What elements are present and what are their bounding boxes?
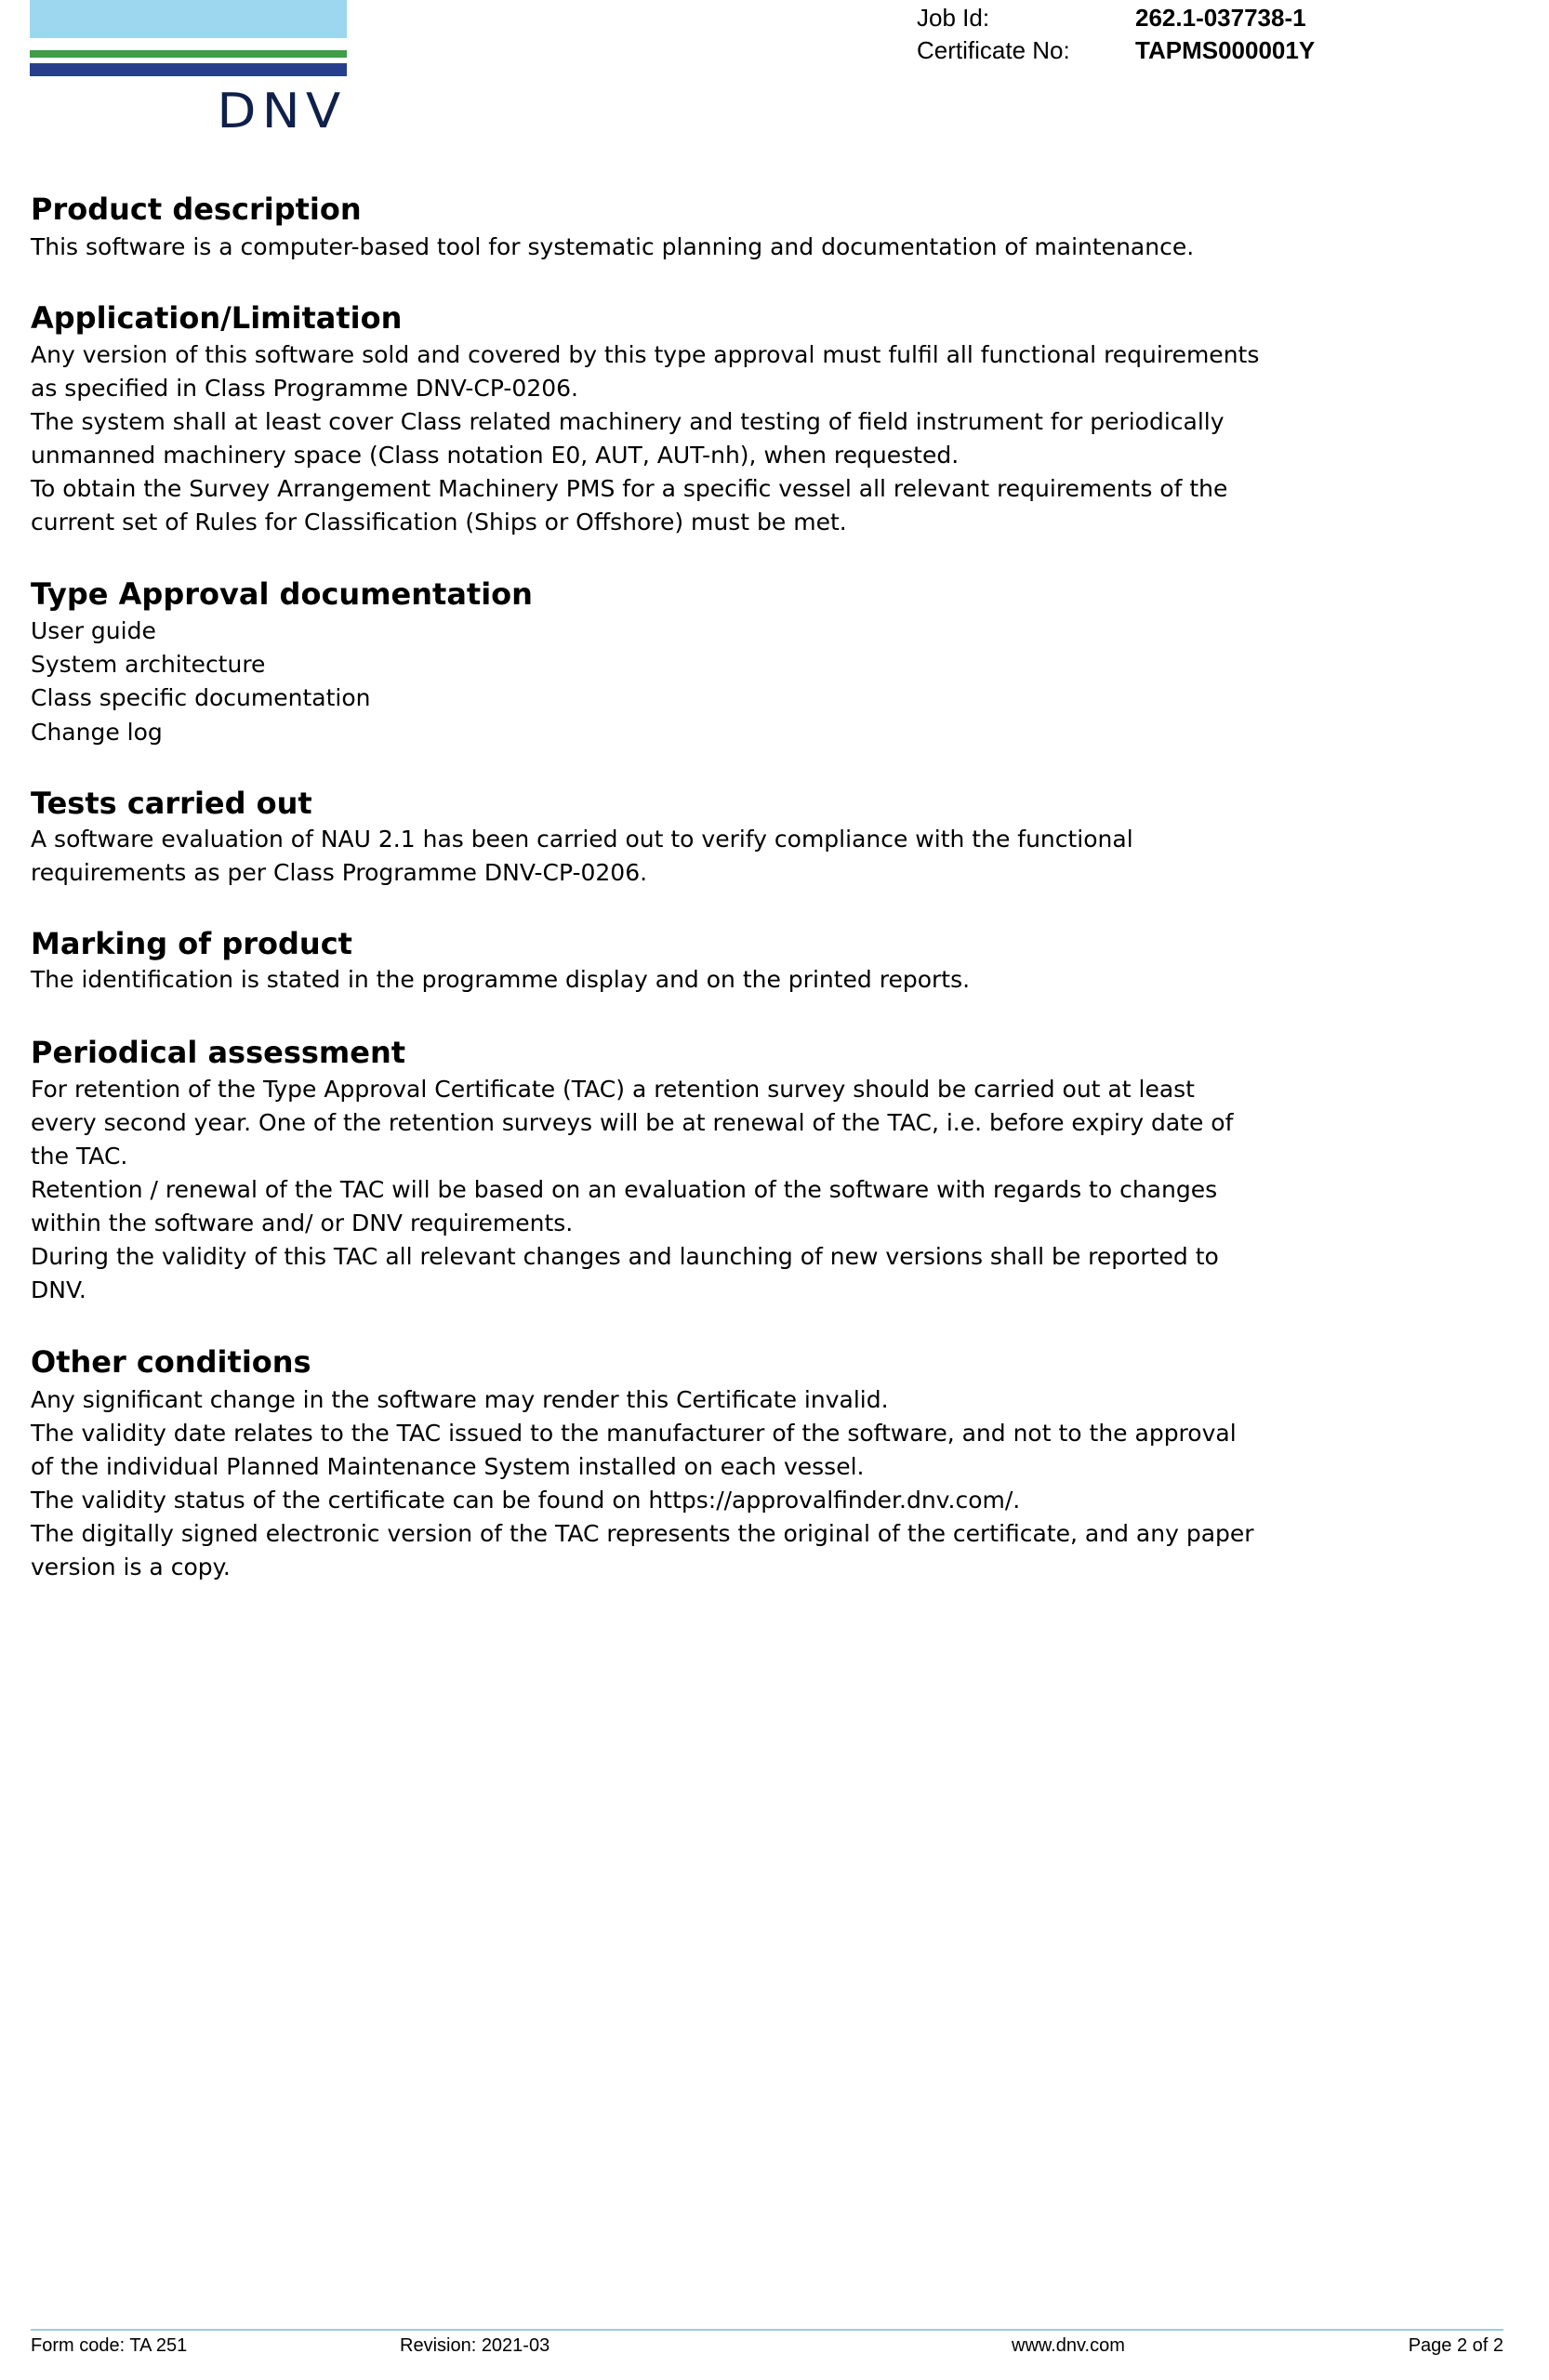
section-line: To obtain the Survey Arrangement Machinery PMS for a specific vessel all relevant requirements of the [31,475,1228,502]
section-line: of the individual Planned Maintenance System installed on each vessel. [31,1453,865,1480]
section-line: Any version of this software sold and covered by this type approval must fulfil all functional requirements [31,341,1260,368]
section-heading: Product description [31,192,362,227]
section-line: within the software and/ or DNV requirements. [31,1210,574,1236]
section-line: For retention of the Type Approval Certificate (TAC) a retention survey should be carried out at least [31,1076,1195,1103]
section-line: The validity status of the certificate can be found on https://approvalfinder.dnv.com/. [31,1487,1021,1514]
logo-wordmark: DNV [217,84,347,139]
job-id-label: Job Id: [917,4,990,32]
job-id-value: 262.1-037738-1 [1135,4,1306,32]
footer-page-number: Page 2 of 2 [1408,2335,1503,2356]
section-line: DNV. [31,1276,86,1303]
section-heading: Marking of product [31,926,352,961]
section-heading: Periodical assessment [31,1035,406,1070]
section-line: The identification is stated in the programme display and on the printed reports. [31,966,971,993]
logo-light-blue-bar [30,0,347,38]
section-heading: Tests carried out [31,786,312,821]
logo-green-bar [30,50,347,58]
document-list-item: User guide [31,617,156,644]
section-line: requirements as per Class Programme DNV-CP-0206. [31,859,648,886]
dnv-logo [30,0,347,139]
section-line: current set of Rules for Classification (Ships or Offshore) must be met. [31,509,847,536]
section-line: every second year. One of the retention surveys will be at renewal of the TAC, i.e. before expiry date of [31,1109,1234,1136]
footer-form-code: Form code: TA 251 [31,2335,188,2356]
document-list-item: Class specific documentation [31,684,371,711]
document-list-item: System architecture [31,651,266,678]
certificate-no-value: TAPMS000001Y [1135,36,1316,64]
section-line: This software is a computer-based tool for systematic planning and documentation of maintenance. [31,233,1195,260]
section-heading: Application/Limitation [31,300,403,336]
section-line: The validity date relates to the TAC issued to the manufacturer of the software, and not to the approval [31,1420,1237,1447]
section-line: as specified in Class Programme DNV-CP-0206. [31,375,579,402]
section-line: Any significant change in the software may render this Certificate invalid. [31,1386,889,1413]
footer-divider [31,2329,1503,2331]
section-heading: Type Approval documentation [31,576,533,612]
certificate-no-label: Certificate No: [917,36,1070,64]
section-line: During the validity of this TAC all relevant changes and launching of new versions shall be reported to [31,1243,1219,1270]
section-line: the TAC. [31,1143,128,1170]
section-line: The system shall at least cover Class related machinery and testing of field instrument for periodically [31,408,1225,435]
section-line: A software evaluation of NAU 2.1 has been carried out to verify compliance with the functional [31,826,1133,853]
footer-revision: Revision: 2021-03 [400,2335,550,2356]
document-list-item: Change log [31,719,163,746]
section-line: The digitally signed electronic version of the TAC represents the original of the certificate, and any paper [31,1520,1254,1547]
section-line: Retention / renewal of the TAC will be based on an evaluation of the software with regards to changes [31,1176,1218,1203]
section-heading: Other conditions [31,1344,311,1380]
logo-dark-blue-bar [30,63,347,76]
footer-website-link[interactable]: www.dnv.com [1012,2335,1125,2356]
section-line: version is a copy. [31,1554,231,1580]
section-line: unmanned machinery space (Class notation E0, AUT, AUT-nh), when requested. [31,442,960,469]
